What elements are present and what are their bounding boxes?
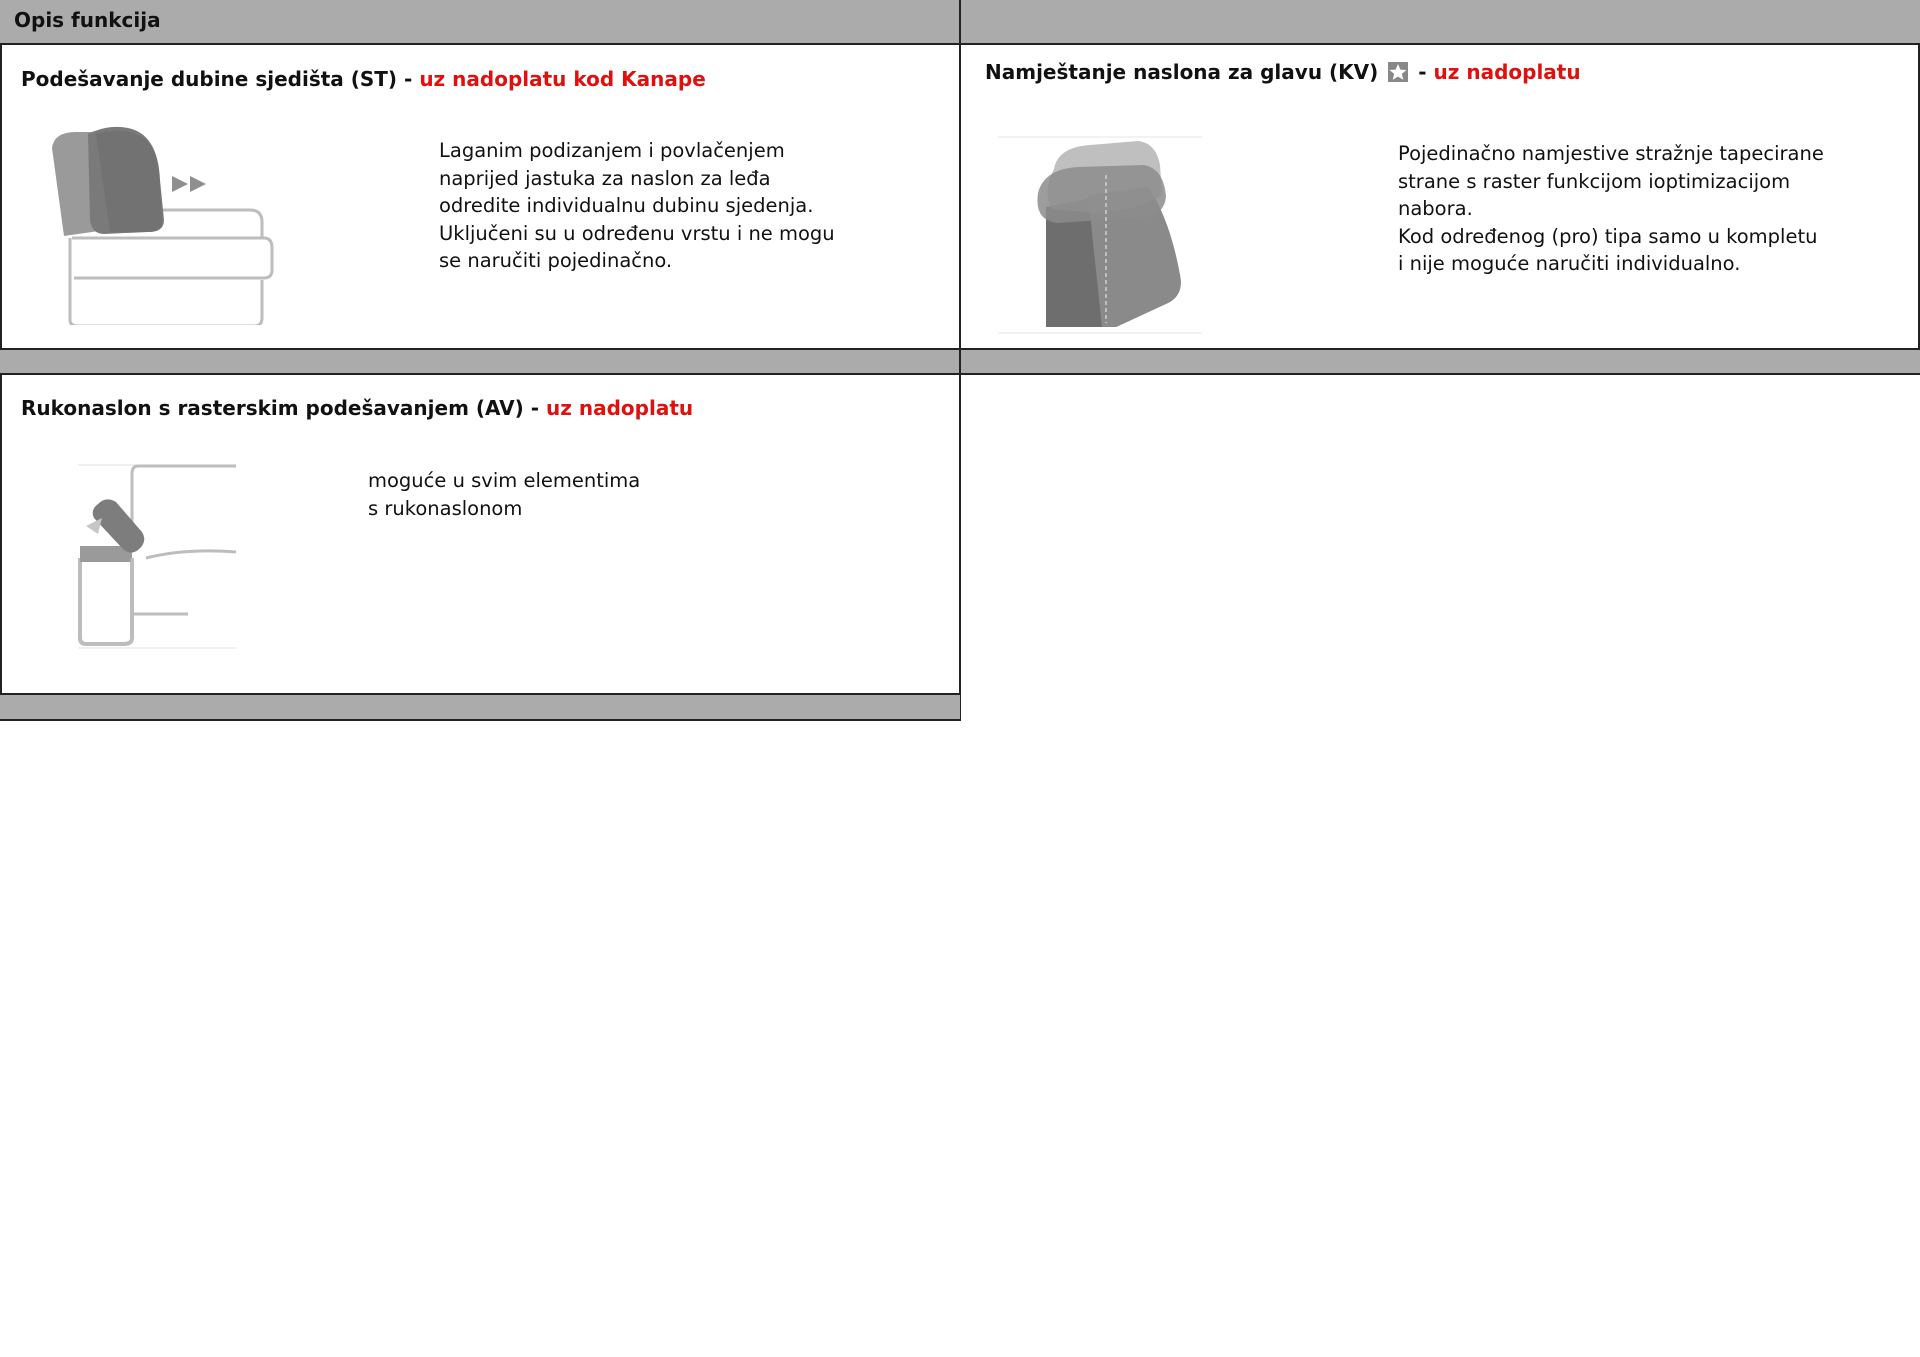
description-line: strane s raster funkcijom ioptimizacijom bbox=[1398, 169, 1791, 193]
description-line: s rukonaslonom bbox=[368, 496, 523, 520]
armrest-description bbox=[368, 467, 640, 522]
cell-title-text: Namještanje naslona za glavu (KV) bbox=[985, 60, 1379, 84]
description-line: moguće u svim elementima bbox=[368, 469, 641, 492]
bottom-strip bbox=[0, 695, 960, 719]
description-line: se naručiti pojedinačno. bbox=[439, 249, 673, 272]
description-line: naprijed jastuka za naslon za leđa bbox=[439, 166, 771, 190]
description-line: Kod određenog (pro) tipa samo u kompletu bbox=[1398, 224, 1818, 248]
description-line: Laganim podizanjem i povlačenjem bbox=[439, 139, 785, 162]
seat-depth-illustration bbox=[48, 120, 278, 325]
header-divider bbox=[959, 0, 961, 45]
strip-divider bbox=[959, 350, 961, 373]
page-title: Opis funkcija bbox=[14, 8, 161, 32]
cell-title-seat-depth bbox=[21, 67, 706, 91]
star-icon bbox=[1388, 62, 1408, 82]
surcharge-label: uz nadoplatu kod Kanape bbox=[419, 67, 706, 91]
grid-center-divider bbox=[959, 45, 961, 720]
armrest-illustration bbox=[76, 462, 241, 652]
title-dash: - bbox=[1418, 60, 1427, 84]
grid-left-border bbox=[0, 45, 2, 720]
cell-title-armrest bbox=[21, 396, 693, 420]
bottom-strip-line bbox=[0, 719, 961, 721]
headrest-illustration bbox=[998, 135, 1203, 335]
surcharge-label: uz nadoplatu bbox=[1433, 60, 1581, 84]
description-line: Uključeni su u određenu vrstu i ne mogu bbox=[439, 221, 835, 245]
cell-title-text: Podešavanje dubine sjedišta (ST) - bbox=[21, 67, 413, 91]
surcharge-label: uz nadoplatu bbox=[546, 396, 694, 420]
description-line: i nije moguće naručiti individualno. bbox=[1398, 252, 1741, 275]
cell-title-text: Rukonaslon s rasterskim podešavanjem (AV) - bbox=[21, 396, 540, 420]
row2-top-line bbox=[0, 373, 1920, 375]
headrest-description bbox=[1398, 140, 1824, 278]
description-line: odredite individualnu dubinu sjedenja. bbox=[439, 194, 814, 217]
seat-depth-description bbox=[439, 137, 835, 275]
description-line: Pojedinačno namjestive stražnje tapecirane bbox=[1398, 142, 1824, 165]
cell-title-headrest bbox=[985, 60, 1581, 84]
description-line: nabora. bbox=[1398, 197, 1473, 220]
